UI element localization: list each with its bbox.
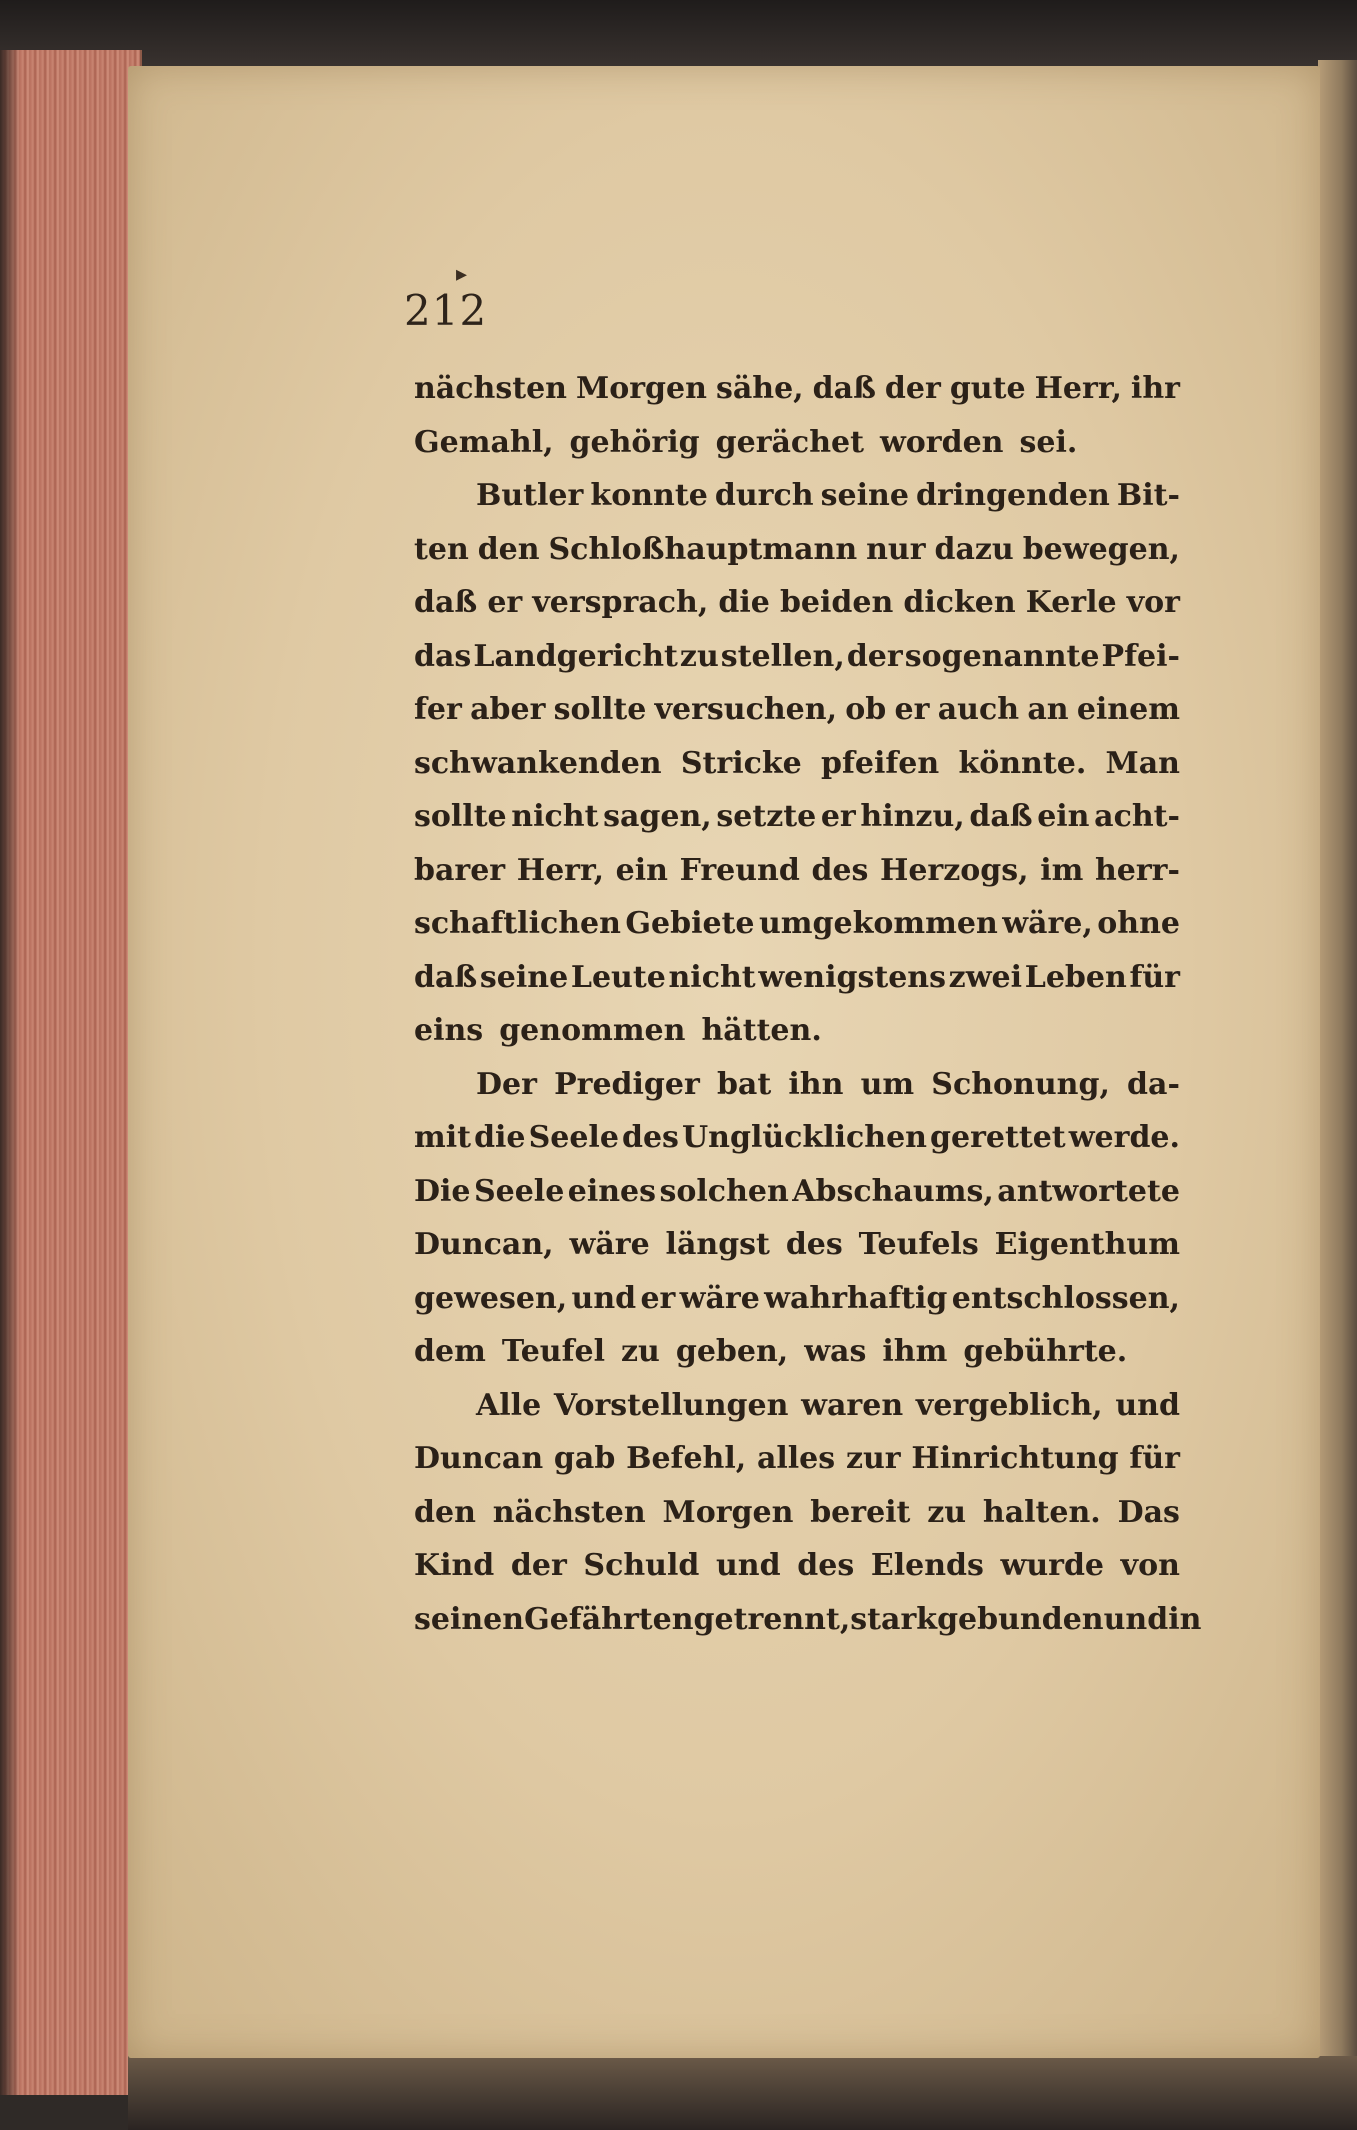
word: von xyxy=(1120,1548,1180,1583)
word: vergeblich, xyxy=(915,1387,1103,1423)
word: dazu xyxy=(934,531,1014,567)
word: sollte xyxy=(553,692,647,727)
word: genommen xyxy=(499,1013,686,1048)
word: schaftlichen xyxy=(414,906,621,941)
word: ihm xyxy=(882,1334,948,1369)
word: zu xyxy=(679,638,719,674)
word: Morgen xyxy=(576,371,707,406)
word: herr- xyxy=(1094,852,1180,888)
word: vor xyxy=(1126,585,1180,620)
text-line xyxy=(414,1486,1180,1540)
word: ihr xyxy=(1130,371,1180,406)
word: er xyxy=(894,692,930,727)
word: hinzu, xyxy=(860,799,965,834)
word: sei. xyxy=(1019,424,1078,460)
word: nächsten xyxy=(414,371,567,406)
word: bat xyxy=(716,1066,772,1102)
word: der xyxy=(846,638,903,674)
word: wäre xyxy=(679,1280,760,1316)
word: das xyxy=(414,638,472,674)
word: Vorstellungen xyxy=(553,1387,789,1423)
word: wäre, xyxy=(1002,906,1093,941)
word: da- xyxy=(1127,1066,1180,1102)
word: Befehl, xyxy=(626,1441,747,1476)
word: Alle xyxy=(476,1387,542,1423)
word: er xyxy=(820,799,856,834)
word: bewegen, xyxy=(1022,531,1180,567)
word: nicht xyxy=(511,799,599,834)
word: Gemahl, xyxy=(414,424,554,460)
word: Seele xyxy=(528,1120,619,1155)
word: Eigenthum xyxy=(994,1227,1180,1262)
text-line xyxy=(414,469,1180,523)
book-cover-top xyxy=(0,0,1357,70)
text-line xyxy=(414,1539,1180,1593)
word: Schuld xyxy=(583,1548,700,1583)
word: halten. xyxy=(982,1494,1101,1530)
word: Gefährten xyxy=(524,1601,694,1637)
word: geben, xyxy=(675,1334,789,1369)
text-line xyxy=(414,1004,1180,1058)
text-line xyxy=(414,362,1180,416)
word: zur xyxy=(845,1441,901,1476)
word: Stricke xyxy=(680,745,802,781)
word: und xyxy=(571,1280,637,1316)
facing-page-edge xyxy=(1318,60,1357,2070)
text-line xyxy=(414,790,1180,844)
text-line xyxy=(414,1593,1202,1647)
book-bottom-edge xyxy=(128,2056,1357,2130)
word: dicken xyxy=(903,585,1016,620)
word: worden xyxy=(879,424,1004,460)
text-line xyxy=(414,1058,1180,1112)
word: ein xyxy=(615,852,668,888)
word: gab xyxy=(553,1441,616,1476)
word: Das xyxy=(1117,1494,1180,1530)
word: daß xyxy=(969,799,1033,834)
page-block-edges xyxy=(0,50,142,2095)
text-line xyxy=(414,1432,1180,1486)
word: Seele xyxy=(473,1173,565,1209)
word: schwankenden xyxy=(414,745,662,781)
word: wahrhaftig xyxy=(764,1280,948,1316)
word: durch xyxy=(714,478,814,513)
word: seine xyxy=(820,478,909,513)
word: für xyxy=(1129,1441,1180,1476)
word: Die xyxy=(414,1173,471,1209)
word: dringenden xyxy=(916,478,1110,513)
word: Leben xyxy=(1024,959,1127,995)
word: waren xyxy=(801,1387,904,1423)
word: dem xyxy=(414,1334,486,1369)
word: ten xyxy=(414,531,469,567)
word: Der xyxy=(476,1066,537,1102)
word: versuchen, xyxy=(654,692,838,727)
word: umgekommen xyxy=(758,906,998,941)
word: Freund xyxy=(679,852,800,888)
word: des xyxy=(621,1120,679,1155)
word: wurde xyxy=(1000,1548,1105,1583)
body-text xyxy=(414,362,1202,1646)
word: acht- xyxy=(1094,799,1180,834)
word: Schloßhauptmann xyxy=(548,531,858,567)
word: Gebiete xyxy=(625,906,755,941)
word: sogenannte xyxy=(904,638,1100,674)
word: Morgen xyxy=(662,1494,794,1530)
text-line xyxy=(414,844,1180,898)
text-line xyxy=(414,897,1180,951)
word: ob xyxy=(845,692,887,727)
word: Kerle xyxy=(1025,585,1117,620)
word: Schonung, xyxy=(931,1066,1110,1102)
word: Duncan, xyxy=(414,1227,554,1262)
word: daß xyxy=(812,371,876,406)
word: Butler xyxy=(476,478,584,513)
word: den xyxy=(414,1494,476,1530)
word: Herzogs, xyxy=(880,852,1029,888)
word: zwei xyxy=(948,959,1023,995)
word: in xyxy=(1168,1601,1202,1637)
word: zu xyxy=(620,1334,660,1369)
word: gerächet xyxy=(715,424,864,460)
word: für xyxy=(1129,959,1180,995)
word: konnte xyxy=(590,478,708,513)
word: wenigstens xyxy=(758,959,946,995)
word: um xyxy=(860,1066,915,1102)
word: Herr, xyxy=(1034,371,1122,406)
word: Unglücklichen xyxy=(682,1120,927,1155)
word: gewesen, xyxy=(414,1280,568,1316)
word: aber xyxy=(470,692,546,727)
text-line xyxy=(414,1325,1180,1379)
text-line xyxy=(414,951,1180,1005)
word: ihn xyxy=(788,1066,844,1102)
word: stellen, xyxy=(720,638,845,674)
word: Teufels xyxy=(858,1227,979,1262)
text-line xyxy=(414,683,1180,737)
text-line xyxy=(414,737,1180,791)
word: ohne xyxy=(1097,906,1180,941)
word: antwortete xyxy=(997,1173,1180,1209)
word: Kind xyxy=(414,1548,495,1583)
word: getrennt, xyxy=(693,1601,851,1637)
word: Man xyxy=(1105,745,1180,781)
word: nächsten xyxy=(492,1494,646,1530)
word: alles xyxy=(756,1441,836,1476)
text-line xyxy=(414,1379,1180,1433)
word: Prediger xyxy=(554,1066,700,1102)
page-marker-glyph: ▸ xyxy=(456,262,468,287)
word: zu xyxy=(927,1494,967,1530)
word: setzte xyxy=(716,799,817,834)
word: Duncan xyxy=(414,1441,544,1476)
text-line xyxy=(414,576,1180,630)
word: Herr, xyxy=(516,852,605,888)
word: er xyxy=(487,585,523,620)
word: wäre xyxy=(569,1227,650,1262)
page-number: 212 xyxy=(404,286,488,335)
word: Teufel xyxy=(501,1334,605,1369)
word: Landgericht xyxy=(473,638,678,674)
word: fer xyxy=(414,692,462,727)
word: beiden xyxy=(779,585,894,620)
text-line xyxy=(414,1272,1180,1326)
word: seine xyxy=(479,959,569,995)
word: gerettet xyxy=(930,1120,1066,1155)
word: Bit- xyxy=(1116,478,1180,513)
word: der xyxy=(510,1548,567,1583)
word: eines xyxy=(567,1173,657,1209)
word: gehörig xyxy=(569,424,700,460)
word: sagen, xyxy=(603,799,712,834)
word: des xyxy=(811,852,869,888)
word: eins xyxy=(414,1013,484,1048)
word: könnte. xyxy=(958,745,1087,781)
word: des xyxy=(797,1548,855,1583)
word: den xyxy=(477,531,540,567)
word: der xyxy=(884,371,941,406)
word: sähe, xyxy=(715,371,804,406)
word: er xyxy=(640,1280,676,1316)
word: pfeifen xyxy=(821,745,940,781)
text-line xyxy=(414,416,1180,470)
word: Abschaums, xyxy=(792,1173,994,1209)
word: was xyxy=(804,1334,867,1369)
text-line xyxy=(414,630,1180,684)
text-line xyxy=(414,1111,1180,1165)
word: gebunden xyxy=(937,1601,1104,1637)
word: daß xyxy=(414,585,478,620)
word: einem xyxy=(1076,692,1180,727)
word: Leute xyxy=(570,959,666,995)
word: gute xyxy=(949,371,1026,406)
word: und xyxy=(1103,1601,1169,1637)
word: im xyxy=(1040,852,1084,888)
word: hätten. xyxy=(701,1013,822,1048)
word: werde. xyxy=(1068,1120,1180,1155)
word: die xyxy=(718,585,770,620)
word: mit xyxy=(414,1120,471,1155)
word: die xyxy=(474,1120,526,1155)
word: daß xyxy=(414,959,478,995)
word: längst xyxy=(665,1227,770,1262)
text-line xyxy=(414,1165,1180,1219)
text-line xyxy=(414,1218,1180,1272)
word: und xyxy=(716,1548,781,1583)
word: seinen xyxy=(414,1601,525,1637)
word: an xyxy=(1027,692,1069,727)
word: bereit xyxy=(810,1494,911,1530)
word: Pfei- xyxy=(1101,638,1180,674)
word: Elends xyxy=(870,1548,984,1583)
word: solchen xyxy=(659,1173,789,1209)
word: entschlossen, xyxy=(951,1280,1180,1316)
word: gebührte. xyxy=(963,1334,1128,1369)
text-line xyxy=(414,523,1180,577)
word: und xyxy=(1115,1387,1180,1423)
word: Hinrichtung xyxy=(911,1441,1119,1476)
word: stark xyxy=(850,1601,938,1637)
word: nur xyxy=(866,531,926,567)
word: des xyxy=(785,1227,843,1262)
word: ein xyxy=(1037,799,1090,834)
page-edge-shadow xyxy=(0,50,20,2095)
word: nicht xyxy=(668,959,756,995)
word: versprach, xyxy=(532,585,709,620)
word: sollte xyxy=(414,799,507,834)
word: auch xyxy=(937,692,1020,727)
word: barer xyxy=(414,852,506,888)
